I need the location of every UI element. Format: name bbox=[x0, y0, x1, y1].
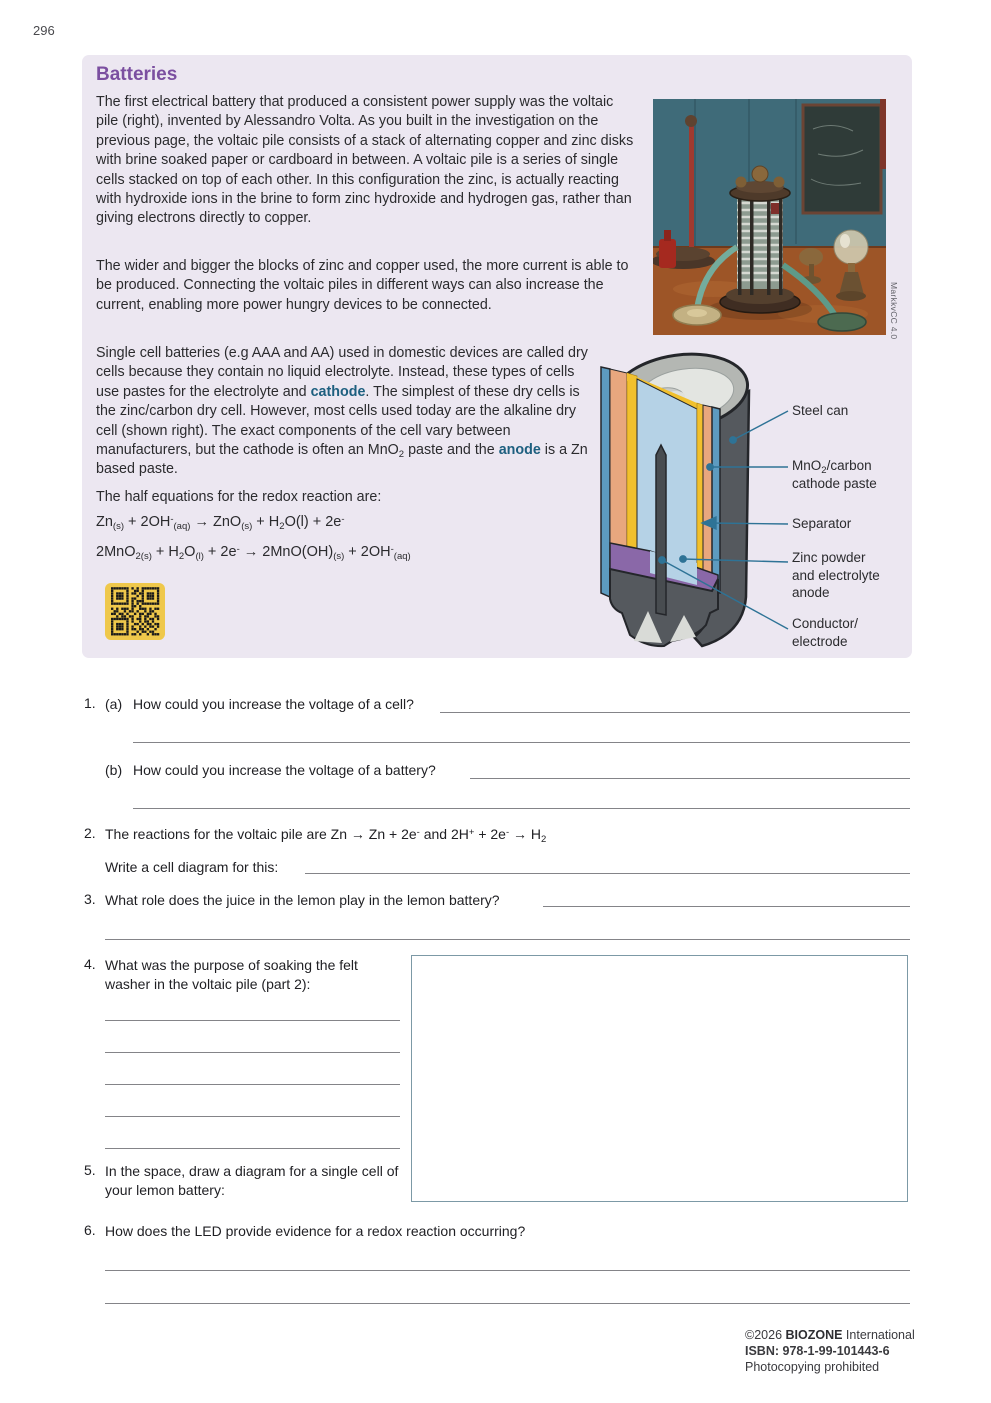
question-2-text: The reactions for the voltaic pile are Zn → Zn + 2e- and $2H^+ + 2e^- \to H_2$ bbox=[105, 826, 547, 845]
dry-cell-diagram bbox=[592, 345, 912, 658]
question-6-text: How does the LED provide evidence for a redox reaction occurring? bbox=[105, 1223, 526, 1239]
answer-line[interactable] bbox=[133, 742, 910, 743]
photocopy-note: Photocopying prohibited bbox=[745, 1360, 880, 1374]
footer bbox=[745, 1327, 915, 1375]
label-zinc-line1: Zinc powder bbox=[792, 550, 866, 565]
question-1a-text: How could you increase the voltage of a cell? bbox=[133, 696, 414, 712]
answer-line[interactable] bbox=[133, 808, 910, 809]
question-2-number: 2. bbox=[84, 825, 96, 841]
half-equation-mno2: $2MnO_{2(s)} + H_2O_{(l)} + 2e^- \to 2MnO(OH)_{(s)} + 2OH^-_{(aq)}$ bbox=[96, 544, 411, 562]
copyright-line: ©2026 BIOZONE International bbox=[745, 1328, 915, 1342]
label-zinc-anode bbox=[792, 549, 880, 602]
answer-line[interactable] bbox=[105, 1270, 910, 1271]
paragraph-voltaic-pile: The first electrical battery that produced a consistent power supply was the voltaic pile (right), invented by Alessandro Volta. As you built in the investigation on the previous page, the voltaic pile consists of a stack of alternating copper and zinc disks with brine soaked paper or cardboard in between. A voltaic pile is a series of single cells stacked on top of each other. In this configuration the zinc, is actually reacting with hydroxide ions in the brine to form zinc hydroxide and hydrogen gas, rather than giving electrons directly to copper. bbox=[96, 94, 634, 227]
paragraph-dry-cells: Single cell batteries (e.g AAA and AA) used in domestic devices are called dry cells because they contain no liquid electrolyte. Instead, these types of cells use pastes for the electrolyte and cathode. The simplest of these dry cells is the zinc/carbon dry cell. However, most cells used today are the alkaline dry cell (shown right). The exact components of the cell vary between manufacturers, but the cathode is often an MnO$_2$ paste and the anode is a Zn based paste. bbox=[96, 345, 588, 478]
label-steel-can: Steel can bbox=[792, 403, 849, 418]
photo-credit: MarkkvCC 4.0 bbox=[889, 282, 899, 340]
label-zinc-line3: anode bbox=[792, 585, 830, 600]
answer-line[interactable] bbox=[105, 1084, 400, 1085]
label-separator: Separator bbox=[792, 516, 852, 531]
half-equation-zinc: $Zn_{(s)} + 2OH^-_{(aq)} \to ZnO_{(s)} + H_2O(l) + 2e^-$ bbox=[96, 514, 345, 532]
question-1b-label: (b) bbox=[105, 762, 123, 778]
drawing-box[interactable] bbox=[411, 955, 908, 1202]
answer-line[interactable] bbox=[105, 1148, 400, 1149]
question-5-number: 5. bbox=[84, 1162, 96, 1178]
answer-line[interactable] bbox=[105, 1020, 400, 1021]
question-3-number: 3. bbox=[84, 891, 96, 907]
answer-line[interactable] bbox=[105, 1116, 400, 1117]
answer-line[interactable] bbox=[305, 873, 910, 874]
brand-name: BIOZONE bbox=[785, 1328, 843, 1342]
answer-line[interactable] bbox=[105, 939, 910, 940]
question-6-number: 6. bbox=[84, 1222, 96, 1238]
question-1b-text: How could you increase the voltage of a battery? bbox=[133, 762, 436, 778]
question-2-prompt: Write a cell diagram for this: bbox=[105, 859, 279, 875]
label-zinc-line2: and electrolyte bbox=[792, 567, 880, 583]
label-cathode-line2: cathode paste bbox=[792, 475, 877, 491]
voltaic-pile-photo bbox=[653, 99, 886, 335]
panel-title: Batteries bbox=[96, 64, 178, 85]
label-conductor-line1: Conductor/ bbox=[792, 616, 859, 631]
label-conductor-electrode bbox=[792, 615, 858, 650]
page-number: 296 bbox=[33, 23, 55, 38]
label-cathode-paste bbox=[792, 457, 877, 492]
question-4-text: What was the purpose of soaking the felt washer in the voltaic pile (part 2): bbox=[105, 957, 358, 992]
qr-code-art bbox=[105, 583, 165, 640]
answer-line[interactable] bbox=[440, 712, 910, 713]
qr-code[interactable] bbox=[105, 583, 165, 640]
dry-cell-cutaway-art bbox=[600, 347, 762, 655]
answer-line[interactable] bbox=[470, 778, 910, 779]
half-equations-intro: The half equations for the redox reaction are: bbox=[96, 489, 382, 505]
question-1a-label: (a) bbox=[105, 696, 123, 712]
batteries-panel bbox=[82, 55, 912, 658]
label-conductor-line2: electrode bbox=[792, 633, 848, 649]
answer-line[interactable] bbox=[105, 1052, 400, 1053]
question-4-number: 4. bbox=[84, 956, 96, 972]
answer-line[interactable] bbox=[543, 906, 910, 907]
question-5-text: In the space, draw a diagram for a single cell of your lemon battery: bbox=[105, 1163, 399, 1198]
paragraph-current: The wider and bigger the blocks of zinc and copper used, the more current is able to be produced. Connecting the voltaic piles in different ways can also increase the current, enabling more power hungry devices to be connected. bbox=[96, 258, 629, 313]
answer-line[interactable] bbox=[105, 1303, 910, 1304]
isbn-line: ISBN: 978-1-99-101443-6 bbox=[745, 1344, 890, 1358]
question-3-text: What role does the juice in the lemon play in the lemon battery? bbox=[105, 892, 500, 908]
voltaic-pile-photo-art bbox=[653, 99, 886, 335]
question-1-number: 1. bbox=[84, 695, 96, 711]
label-cathode-line1: MnO$_2$/carbon bbox=[792, 458, 872, 476]
